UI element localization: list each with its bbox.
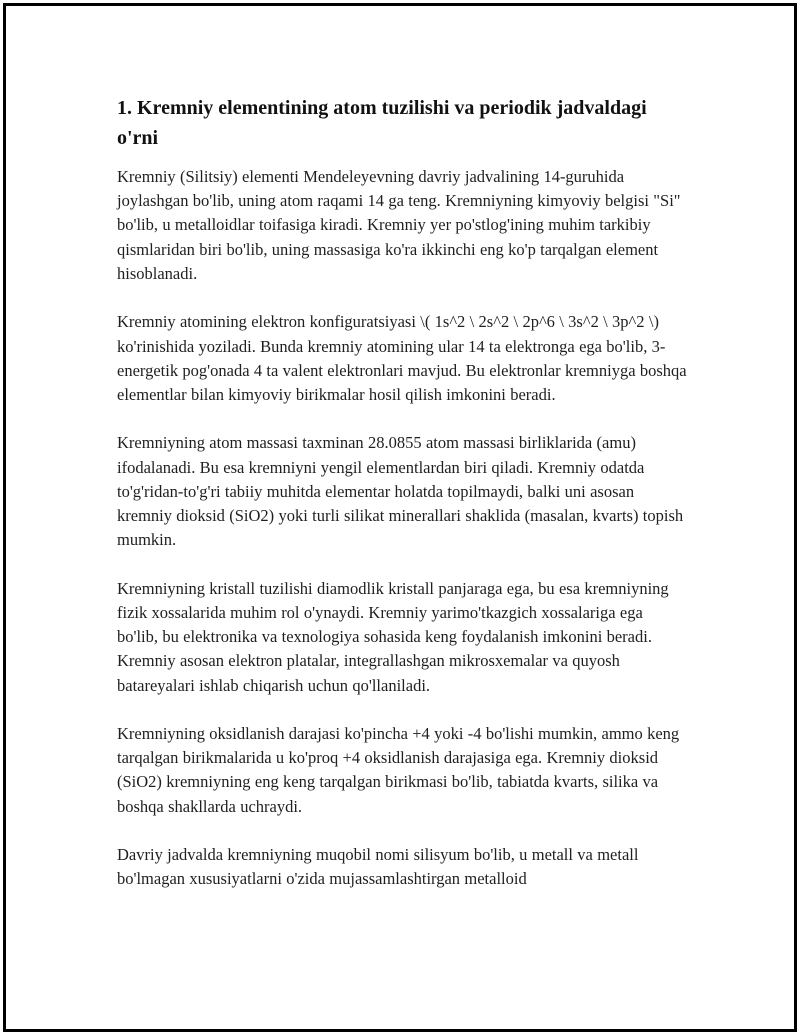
paragraph-oxidation-state: Kremniyning oksidlanish darajasi ko'pincha +4 yoki -4 bo'lishi mumkin, ammo keng tarqalgan birikmalarida u ko'proq +4 oksidlanish darajasiga ega. Kremniy dioksid (SiO2) kremniyning eng keng tarqalgan birikmasi bo'lib, tabiatda kvarts, silika va boshqa shakllarda uchraydi. bbox=[117, 724, 680, 816]
document-body bbox=[117, 93, 687, 916]
paragraph-atomic-number: Kremniy (Silitsiy) elementi Mendeleyevning davriy jadvalining 14-guruhida joylashgan bo'lib, uning atom raqami 14 ga teng. Kremniyning kimyoviy belgisi "Si" bo'lib, u metalloidlar toifasiga kiradi. Kremniy yer po'stlog'ining muhim tarkibiy qismlaridan biri bo'lib, uning massasiga ko'ra ikkinchi eng ko'p tarqalgan element hisoblanadi. bbox=[117, 167, 681, 283]
paragraph-atomic-mass: Kremniyning atom massasi taxminan 28.0855 atom massasi birliklarida (amu) ifodalanadi. Bu esa kremniyni yengil elementlardan biri qiladi. Kremniy odatda to'g'ridan-to'g'ri tabiiy muhitda elementar holatda topilmaydi, balki uni asosan kremniy dioksid (SiO2) yoki turli silikat minerallari shaklida (masalan, kvarts) topish mumkin. bbox=[117, 433, 684, 550]
paragraph-electron-configuration: Kremniy atomining elektron konfiguratsiyasi \( 1s^2 \ 2s^2 \ 2p^6 \ 3s^2 \ 3p^2 \) ko'rinishida yoziladi. Bunda kremniy atomining ular 14 ta elektronga ega bo'lib, 3-energetik pog'onada 4 ta valent elektronlari mavjud. Bu elektronlar kremniyga boshqa elementlar bilan kimyoviy birikmalar hosil qilish imkonini beradi. bbox=[117, 312, 687, 404]
section-heading: 1. Kremniy elementining atom tuzilishi va periodik jadvaldagi o'rni bbox=[117, 97, 647, 149]
paragraph-crystal-structure: Kremniyning kristall tuzilishi diamodlik kristall panjaraga ega, bu esa kremniyning fizik xossalarida muhim rol o'ynaydi. Kremniy yarimo'tkazgich xossalariga ega bo'lib, bu elektronika va texnologiya sohasida keng foydalanish imkonini beradi. Kremniy asosan elektron platalar, integrallashgan mikrosxemalar va quyosh batareyalari ishlab chiqarish uchun qo'llaniladi. bbox=[117, 578, 669, 695]
paragraph-alternative-name: Davriy jadvalda kremniyning muqobil nomi silisyum bo'lib, u metall va metall bo'lmagan xususiyatlarni o'zida mujassamlashtirgan metalloid bbox=[117, 845, 639, 889]
